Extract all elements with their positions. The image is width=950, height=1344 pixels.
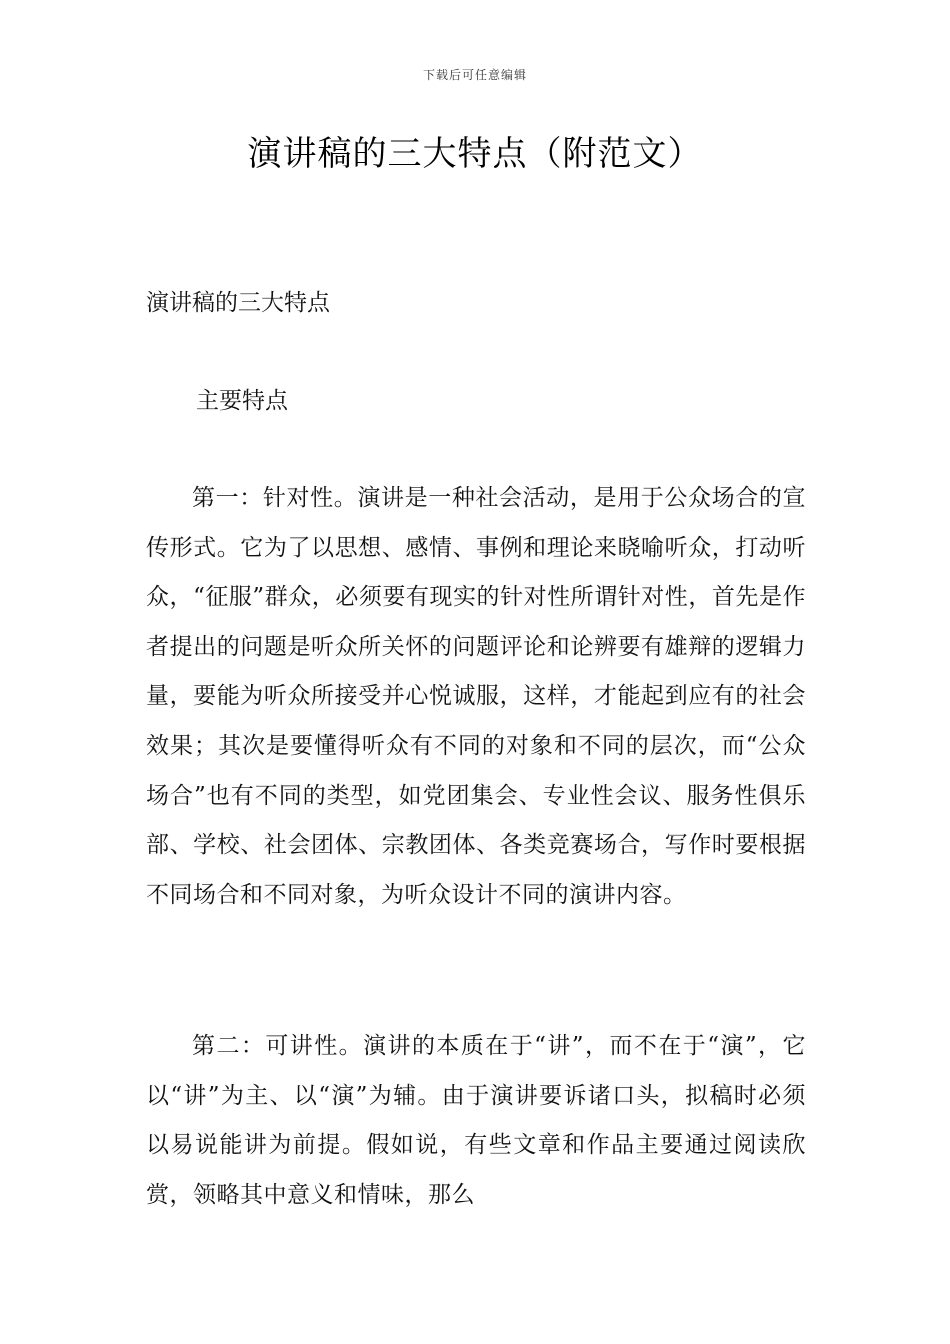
document-title: 演讲稿的三大特点（附范文） <box>247 134 703 174</box>
paragraph-targeting: 第一：针对性。演讲是一种社会活动，是用于公众场合的宣传形式。它为了以思想、感情、事例和理论来晓喻听众，打动听众，“征服”群众，必须要有现实的针对性所谓针对性，首先是作者提出的问题是听众所关怀的问题评论和论辨要有雄辩的逻辑力量，要能为听众所接受并心悦诚服，这样，才能起到应有的社会效果；其次是要懂得听众有不同的对象和不同的层次，而“公众场合”也有不同的类型，如党团集会、专业性会议、服务性俱乐部、学校、社会团体、宗教团体、各类竞赛场合，写作时要根据不同场合和不同对象，为听众设计不同的演讲内容。 <box>146 485 806 908</box>
paragraph-speakability: 第二：可讲性。演讲的本质在于“讲”，而不在于“演”，它以“讲”为主、以“演”为辅。由于演讲要诉诸口头，拟稿时必须以易说能讲为前提。假如说，有些文章和作品主要通过阅读欣赏，领略其中意义和情味，那么 <box>146 1033 806 1208</box>
section-heading: 演讲稿的三大特点 <box>146 290 330 316</box>
sub-heading: 主要特点 <box>196 388 288 414</box>
header-note: 下载后可任意编辑 <box>422 68 527 82</box>
